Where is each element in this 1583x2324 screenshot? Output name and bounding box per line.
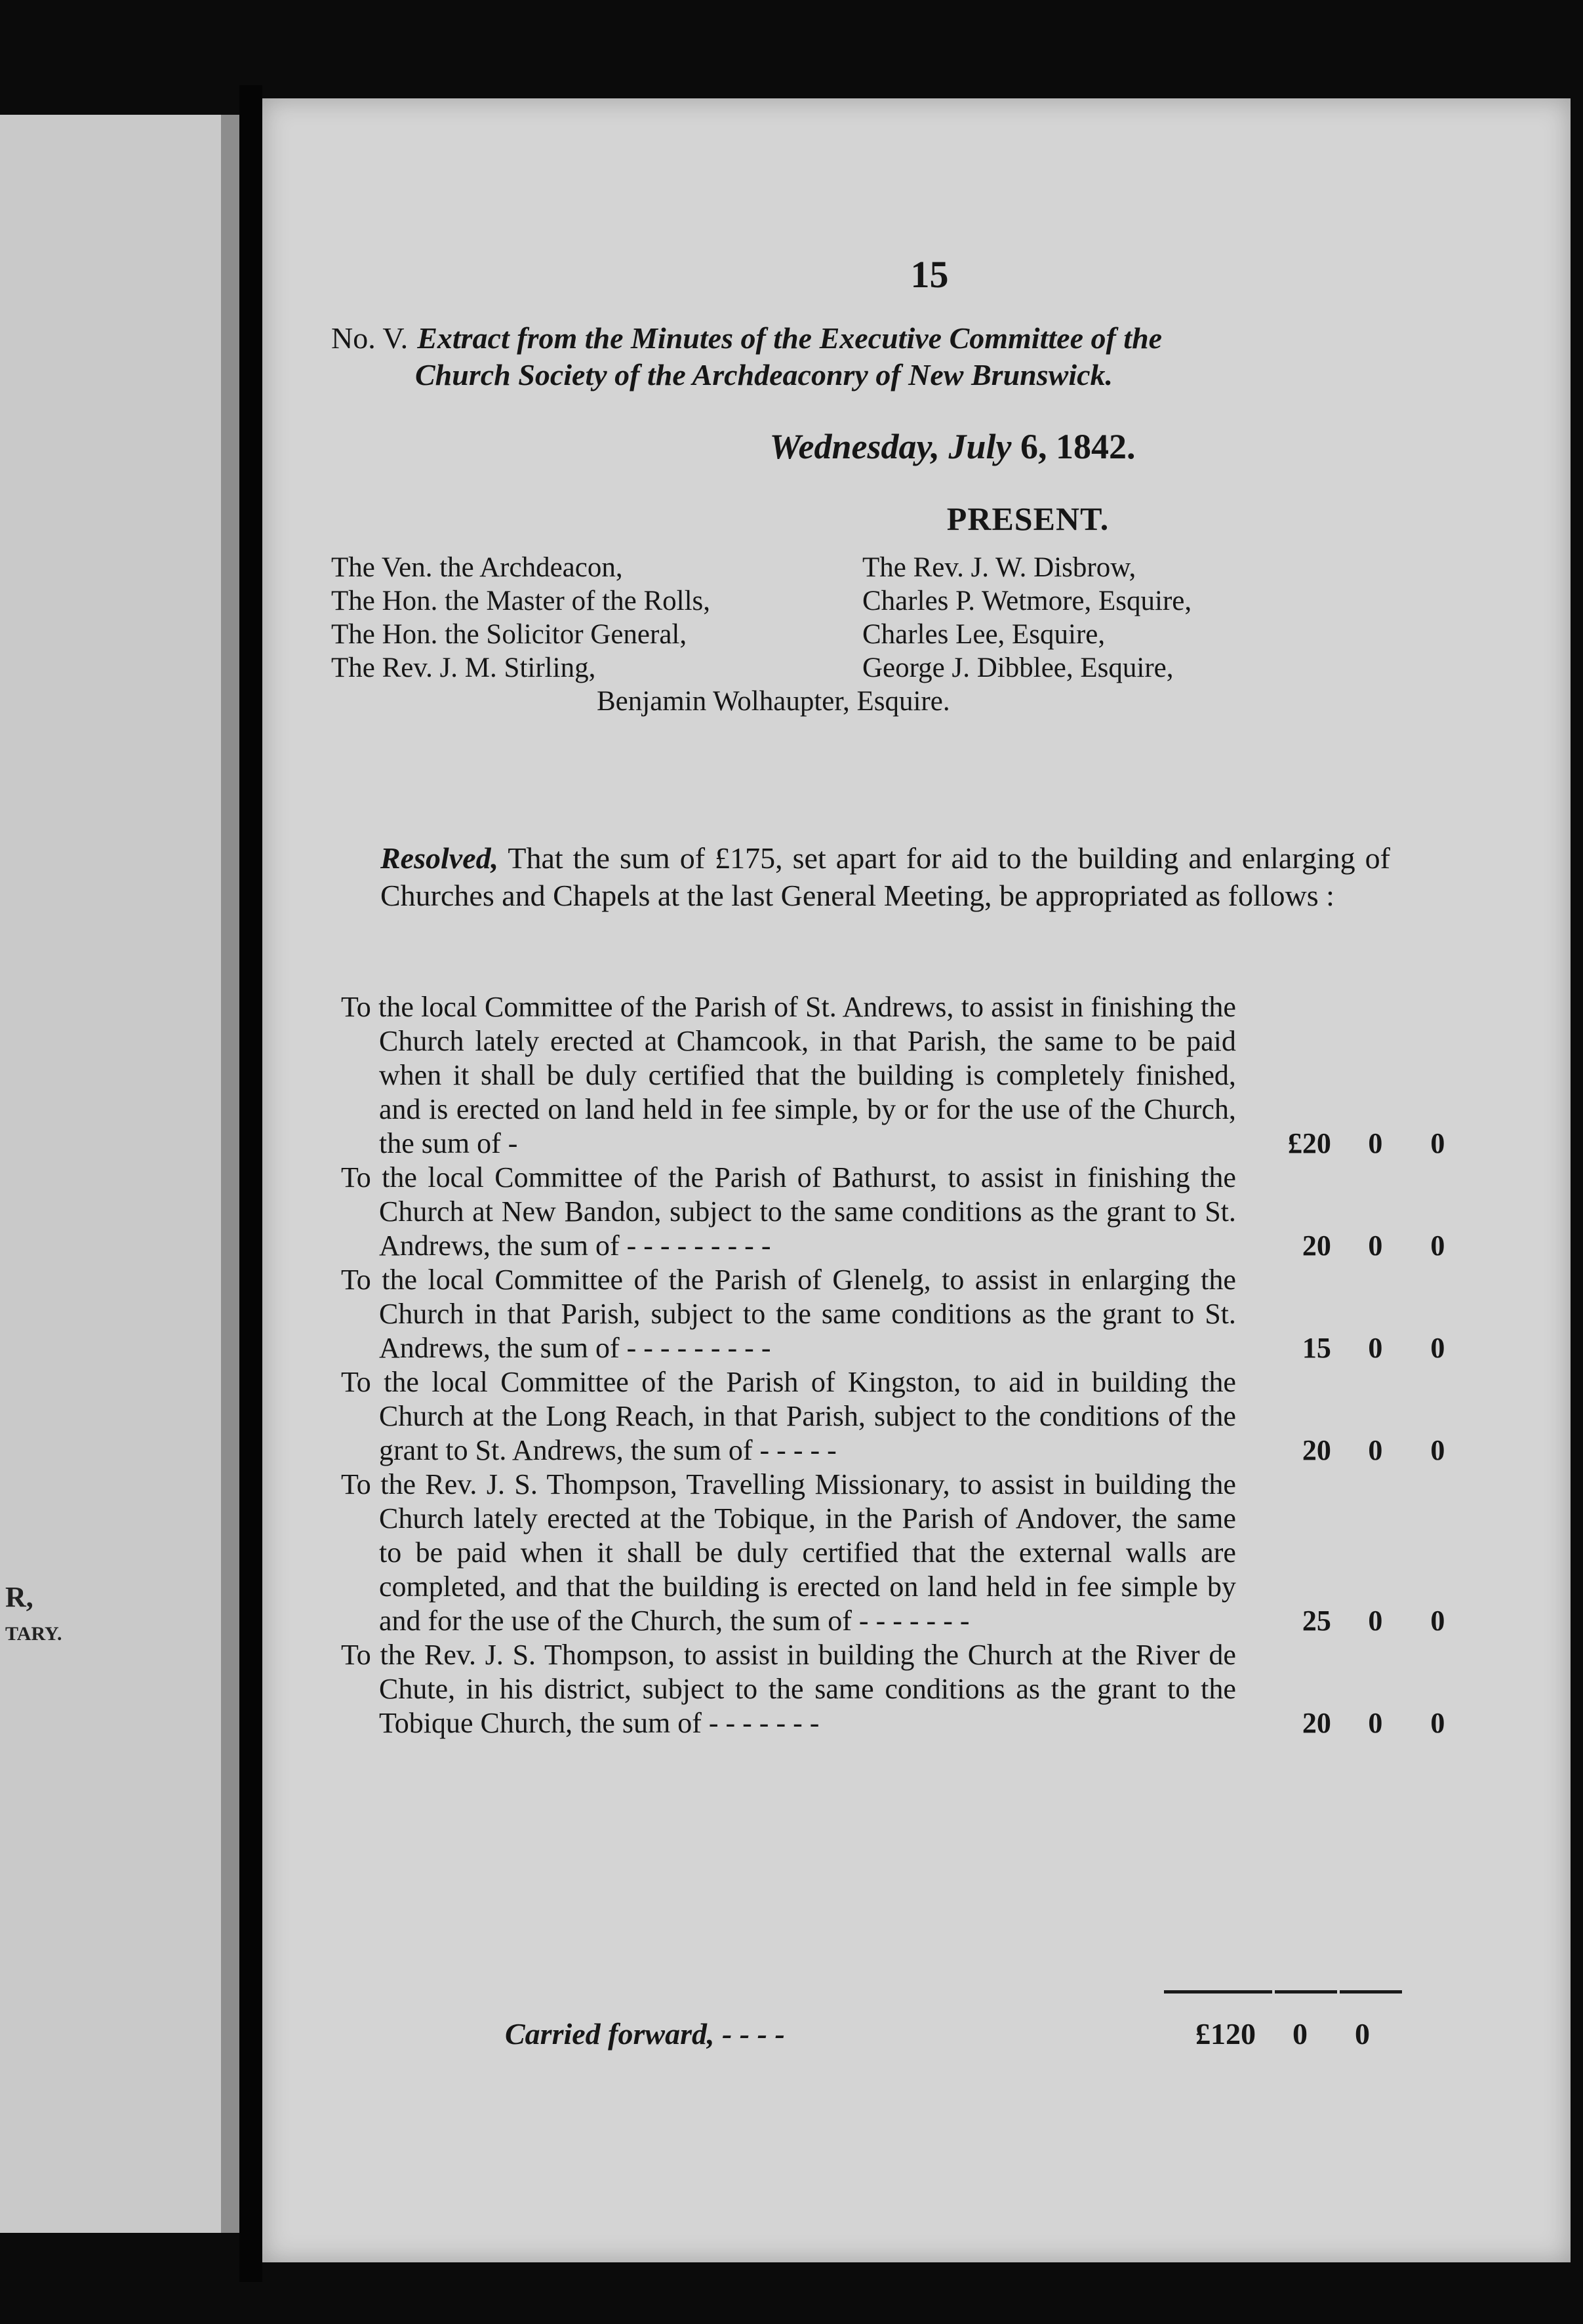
grant-shillings: 0 bbox=[1368, 1605, 1383, 1637]
grant-text: To the local Committee of the Parish of Bathurst, to assist in finishing the Church at New Bandon, subject to the same conditions as the grant to St. Andrews, the sum of - - - - - - - - - bbox=[341, 1161, 1236, 1262]
grant-pounds: 25 bbox=[1302, 1605, 1331, 1637]
grant-text: To the Rev. J. S. Thompson, to assist in building the Church at the River de Chute, in his district, subject to the same conditions as the grant to the Tobique Church, the sum of - - - - - - - bbox=[341, 1639, 1236, 1739]
members-present bbox=[331, 551, 1393, 718]
grant-shillings: 0 bbox=[1368, 1332, 1383, 1364]
grant-item bbox=[341, 1638, 1469, 1740]
heading-line-2: Church Society of the Archdeaconry of New Brunswick. bbox=[415, 358, 1113, 391]
section-heading bbox=[331, 320, 1413, 393]
member-left-1: The Ven. the Archdeacon, bbox=[331, 552, 623, 583]
meeting-date-year: 6, 1842. bbox=[1020, 427, 1136, 466]
grant-text: To the Rev. J. S. Thompson, Travelling Missionary, to assist in building the Church lately erected at the Tobique, in the Parish of Andover, the same to be paid when it shall be duly certified that the external walls are completed, and that the building is erected on land held in fee simple by and for the use of the Church, the sum of - - - - - - - bbox=[341, 1468, 1236, 1637]
total-rule-pounds bbox=[1164, 1990, 1272, 1993]
grant-amount bbox=[1236, 1331, 1469, 1365]
carried-forward-pounds: £120 bbox=[1195, 2017, 1256, 2051]
grant-item bbox=[341, 1263, 1469, 1365]
member-right-4: George J. Dibblee, Esquire, bbox=[862, 652, 1174, 683]
grant-pence: 0 bbox=[1430, 1707, 1445, 1739]
grant-pence: 0 bbox=[1430, 1230, 1445, 1262]
member-right-1: The Rev. J. W. Disbrow, bbox=[862, 552, 1136, 583]
grant-text: To the local Committee of the Parish of St. Andrews, to assist in finishing the Church lately erected at Chamcook, in that Parish, the same to be paid when it shall be duly certified that the building is completely finished, and is erected on land held in fee simple, by or for the use of the Church, the sum of - bbox=[341, 991, 1236, 1159]
grant-shillings: 0 bbox=[1368, 1707, 1383, 1739]
member-last: Benjamin Wolhaupter, Esquire. bbox=[597, 686, 950, 717]
grant-text: To the local Committee of the Parish of Glenelg, to assist in enlarging the Church in that Parish, subject to the same conditions as the grant to St. Andrews, the sum of - - - - - - - - - bbox=[341, 1264, 1236, 1364]
book-gutter bbox=[239, 85, 262, 2282]
grant-pounds: £20 bbox=[1287, 1127, 1331, 1159]
grant-text: To the local Committee of the Parish of Kingston, to aid in building the Church at the Long Reach, in that Parish, subject to the conditions of the grant to St. Andrews, the sum of - - - - - bbox=[341, 1366, 1236, 1466]
grant-pence: 0 bbox=[1430, 1332, 1445, 1364]
facing-page-edge bbox=[0, 115, 239, 2233]
facing-page-shadow bbox=[221, 115, 239, 2233]
heading-line-1: Extract from the Minutes of the Executive Committee of the bbox=[417, 321, 1163, 355]
member-left-4: The Rev. J. M. Stirling, bbox=[331, 652, 596, 683]
carried-forward-label: Carried forward, - - - - bbox=[505, 2017, 785, 2051]
grant-amount bbox=[1236, 1604, 1469, 1638]
grant-amount bbox=[1236, 1229, 1469, 1263]
grant-pence: 0 bbox=[1430, 1434, 1445, 1466]
resolution-paragraph bbox=[380, 839, 1390, 914]
meeting-date-day: Wednesday, July bbox=[769, 427, 1012, 466]
resolution-text: That the sum of £175, set apart for aid to the building and enlarging of Churches and Chapels at the last General Meeting, be appropriated as follows : bbox=[380, 841, 1390, 912]
carried-forward-pence: 0 bbox=[1355, 2017, 1370, 2051]
meeting-date bbox=[262, 426, 1571, 467]
grant-pounds: 20 bbox=[1302, 1434, 1331, 1466]
grant-item bbox=[341, 1468, 1469, 1638]
page-number: 15 bbox=[910, 253, 949, 296]
grant-pence: 0 bbox=[1430, 1127, 1445, 1159]
facing-page-fragment-2: TARY. bbox=[5, 1623, 62, 1645]
grants-list bbox=[341, 990, 1469, 1740]
grant-shillings: 0 bbox=[1368, 1230, 1383, 1262]
total-rule-pence bbox=[1340, 1990, 1402, 1993]
resolution-lead: Resolved, bbox=[380, 841, 499, 875]
grant-amount bbox=[1236, 1706, 1469, 1740]
document-page bbox=[262, 98, 1571, 2262]
grant-pounds: 15 bbox=[1302, 1332, 1331, 1364]
section-number: No. V. bbox=[331, 321, 409, 355]
grant-pence: 0 bbox=[1430, 1605, 1445, 1637]
present-heading: PRESENT. bbox=[946, 500, 1110, 537]
carried-forward-amount bbox=[1161, 2016, 1397, 2051]
grant-shillings: 0 bbox=[1368, 1127, 1383, 1159]
facing-page-fragment-1: R, bbox=[5, 1581, 33, 1613]
grant-item bbox=[341, 1161, 1469, 1263]
grant-pounds: 20 bbox=[1302, 1230, 1331, 1262]
carried-forward-shillings: 0 bbox=[1292, 2017, 1308, 2051]
grant-amount bbox=[1236, 1433, 1469, 1468]
grant-shillings: 0 bbox=[1368, 1434, 1383, 1466]
member-right-3: Charles Lee, Esquire, bbox=[862, 619, 1106, 650]
grant-item bbox=[341, 1365, 1469, 1468]
total-rule bbox=[1164, 1990, 1400, 1994]
member-left-2: The Hon. the Master of the Rolls, bbox=[331, 586, 711, 616]
grant-pounds: 20 bbox=[1302, 1707, 1331, 1739]
grant-amount bbox=[1236, 1127, 1469, 1161]
member-right-2: Charles P. Wetmore, Esquire, bbox=[862, 586, 1192, 616]
member-left-3: The Hon. the Solicitor General, bbox=[331, 619, 687, 650]
carried-forward-row bbox=[505, 2016, 1423, 2051]
grant-item bbox=[341, 990, 1469, 1161]
total-rule-shillings bbox=[1275, 1990, 1337, 1993]
